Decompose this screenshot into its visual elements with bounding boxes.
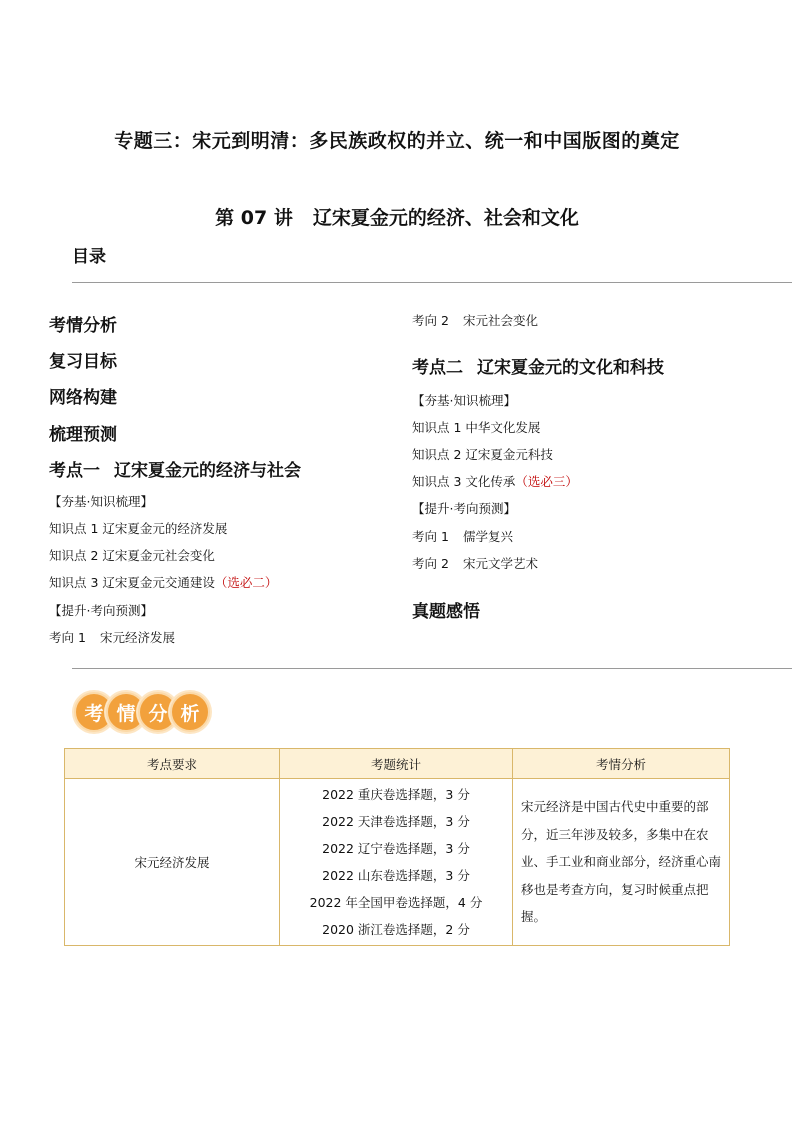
toc-part1-d1[interactable] [49,628,175,646]
toc-title: 目录 [72,247,106,267]
stat-line: 2022 重庆卷选择题，3 分 [322,787,470,802]
toc-part2-title[interactable] [412,353,664,378]
toc-divider-top [72,282,792,283]
lecture-number: 第 07 讲 [215,207,293,229]
part1-name: 辽宋夏金元的经济与社会 [114,461,301,481]
part2-k3-tag: （选必三） [515,474,578,489]
toc-part1-group1[interactable]: 【夯基·知识梳理】 [49,494,153,509]
part1-k3-tag: （选必二） [214,575,278,590]
analysis-table [64,748,730,946]
stat-line: 2022 天津卷选择题，3 分 [322,814,470,829]
part1-d1-label: 考向 1 [49,630,86,645]
toc-part2-k2[interactable]: 知识点 2 辽宋夏金元科技 [412,447,553,462]
part1-d2-name: 宋元社会变化 [462,313,538,328]
part2-name: 辽宋夏金元的文化和科技 [477,358,664,378]
part1-d1-name: 宋元经济发展 [99,630,175,645]
toc-part1-d2[interactable] [412,311,538,329]
table-row [65,779,730,946]
toc-item-zhenti[interactable]: 真题感悟 [412,602,480,622]
toc-item-shuli[interactable]: 梳理预测 [49,425,117,445]
toc-part2-k1[interactable]: 知识点 1 中华文化发展 [412,420,541,435]
part2-d1-name: 儒学复兴 [462,529,513,544]
toc-part2-group1[interactable]: 【夯基·知识梳理】 [412,393,516,408]
part2-k3-text: 知识点 3 文化传承 [412,474,516,489]
part2-d2-label: 考向 2 [412,556,449,571]
badge-char: 情 [106,692,146,732]
badge-char: 析 [170,692,210,732]
cell-requirement: 宋元经济发展 [65,779,280,946]
col-header-analysis: 考情分析 [513,749,730,779]
toc-part1-group2[interactable]: 【提升·考向预测】 [49,603,153,618]
part1-d2-label: 考向 2 [412,313,449,328]
part1-label: 考点一 [49,461,100,481]
stat-line: 2020 浙江卷选择题，2 分 [322,922,470,937]
section-badge-kaoqing [74,692,202,734]
part1-k3-text: 知识点 3 辽宋夏金元交通建设 [49,575,215,590]
toc-divider-bottom [72,668,792,669]
stat-line: 2022 年全国甲卷选择题，4 分 [309,895,483,910]
toc-part1-k3[interactable] [49,573,277,591]
toc-item-wangluo[interactable]: 网络构建 [49,388,117,408]
toc-item-fuxi[interactable]: 复习目标 [49,352,117,372]
stat-line: 2022 山东卷选择题，3 分 [322,868,470,883]
lecture-title [0,203,794,230]
toc-part2-d1[interactable] [412,527,513,545]
stat-line: 2022 辽宁卷选择题，3 分 [322,841,470,856]
toc-part1-k1[interactable]: 知识点 1 辽宋夏金元的经济发展 [49,521,228,536]
part2-d1-label: 考向 1 [412,529,449,544]
badge-char: 考 [74,692,114,732]
cell-analysis: 宋元经济是中国古代史中重要的部分，近三年涉及较多，多集中在农业、手工业和商业部分，经济重心南移也是考查方向，复习时候重点把握。 [513,779,730,946]
toc-part1-k2[interactable]: 知识点 2 辽宋夏金元社会变化 [49,548,215,563]
toc-part2-k3[interactable] [412,472,578,490]
col-header-stats: 考题统计 [280,749,513,779]
toc-part2-d2[interactable] [412,554,538,572]
col-header-requirement: 考点要求 [65,749,280,779]
topic-title: 专题三：宋元到明清：多民族政权的并立、统一和中国版图的奠定 [114,130,680,152]
toc-item-kaoqing[interactable]: 考情分析 [49,316,117,336]
part2-d2-name: 宋元文学艺术 [462,556,538,571]
badge-char: 分 [138,692,178,732]
toc-part1-title[interactable] [49,456,301,481]
toc-part2-group2[interactable]: 【提升·考向预测】 [412,501,516,516]
cell-stats [280,779,513,946]
part2-label: 考点二 [412,358,463,378]
lecture-name: 辽宋夏金元的经济、社会和文化 [312,207,579,229]
